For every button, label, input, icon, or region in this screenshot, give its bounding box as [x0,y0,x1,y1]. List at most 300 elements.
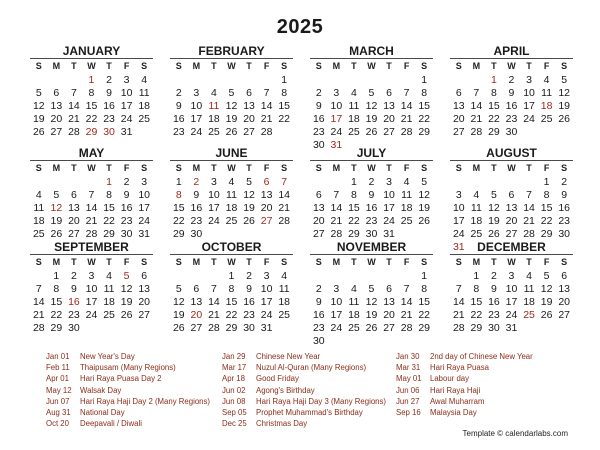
day-cell: 8 [473,283,480,295]
weekday-header: S [141,163,148,173]
day-cell: 9 [70,283,77,295]
day-cell: 17 [505,296,518,308]
month-name: AUGUST [450,146,573,161]
holiday-name: Nuzul Al-Quran (Many Regions) [256,363,367,373]
holiday-item [46,418,210,429]
day-cell: 13 [383,296,395,308]
day-cell: 25 [138,113,150,125]
weekday-header: S [281,163,288,173]
holiday-name: Malaysia Day [430,407,477,417]
month-december [450,240,573,335]
day-cell: 7 [88,189,95,201]
day-cell: 29 [540,228,553,240]
weekday-header: T [71,257,77,267]
day-cell: 5 [368,87,375,99]
day-cell: 22 [103,215,115,227]
weekday-header-row [30,162,153,175]
day-cell: 12 [243,189,255,201]
empty-cell [450,176,468,189]
day-cell: 8 [106,189,112,201]
month-january [30,44,153,139]
day-cell: 19 [243,202,255,214]
weekday-header: S [455,163,462,173]
day-grid [310,176,433,241]
day-cell: 14 [470,100,483,112]
empty-cell [310,270,328,283]
holiday-date: Jun 08 [222,396,246,406]
day-cell: 17 [260,296,273,308]
day-cell: 22 [85,113,98,125]
holiday-name: Hari Raya Haji [430,385,481,395]
day-cell: 15 [172,202,185,214]
day-cell: 26 [558,113,570,125]
holiday-item [46,385,210,396]
day-cell: 30 [68,322,80,334]
day-cell: 22 [540,215,553,227]
day-cell: 26 [365,126,378,138]
day-cell: 27 [452,126,465,138]
holiday-date: Jan 01 [46,352,70,361]
day-cell: 12 [488,202,500,214]
weekday-header: T [211,257,217,267]
day-cell: 13 [452,100,465,112]
day-cell: 6 [246,87,252,99]
day-cell: 3 [193,87,200,99]
day-cell: 31 [138,228,150,240]
month-name: NOVEMBER [310,240,433,255]
day-cell: 18 [400,202,413,214]
weekday-header: M [332,61,341,71]
day-cell: 7 [526,189,532,201]
day-cell: 27 [558,309,570,321]
day-cell: 12 [50,202,63,214]
day-cell: 14 [330,202,343,214]
day-cell: 7 [35,283,42,295]
holiday-date: May 12 [46,385,72,395]
day-cell: 11 [33,202,45,214]
day-cell: 9 [315,100,322,112]
day-cell: 12 [32,100,45,112]
month-november [310,240,433,348]
day-cell: 23 [312,322,325,334]
holiday-name: Labour day [430,374,470,384]
day-cell: 2 [561,176,568,188]
weekday-header: T [106,163,112,173]
empty-cell [345,270,363,283]
day-cell: 16 [488,296,500,308]
weekday-header: M [472,163,481,173]
day-cell: 24 [452,228,465,240]
empty-cell [30,270,48,283]
weekday-header: S [455,61,462,71]
day-cell: 27 [138,309,150,321]
weekday-header-row [170,162,293,175]
day-cell: 19 [418,202,430,214]
weekday-header: S [455,257,462,267]
holiday-name: Walsak Day [80,385,122,395]
day-cell: 5 [35,87,42,99]
empty-cell [398,270,416,283]
day-cell: 10 [523,87,535,99]
weekday-header: M [52,257,61,267]
day-cell: 9 [106,87,112,99]
holiday-item [396,351,533,362]
day-cell: 6 [193,283,200,295]
day-cell: 2 [193,176,200,188]
day-cell: 2 [490,270,497,282]
day-cell: 23 [312,126,325,138]
empty-cell [83,176,101,189]
day-cell: 27 [68,228,80,240]
day-cell: 21 [208,309,220,321]
weekday-header: M [52,163,61,173]
day-cell: 3 [333,87,340,99]
month-name: FEBRUARY [170,44,293,59]
day-cell: 15 [50,296,63,308]
day-cell: 27 [383,126,395,138]
day-cell: 9 [315,296,322,308]
holiday-item [222,385,386,396]
empty-cell [363,270,381,283]
day-cell: 21 [400,113,413,125]
day-cell: 2 [246,270,252,282]
day-cell: 5 [490,189,497,201]
holiday-name: Chinese New Year [256,352,321,361]
day-cell: 30 [558,228,570,240]
empty-cell [468,74,486,87]
holiday-item [46,362,210,373]
day-cell: 26 [172,322,185,334]
day-cell: 28 [68,126,80,138]
weekday-header-row [310,60,433,73]
day-cell: 25 [523,309,535,321]
day-cell: 30 [120,228,133,240]
day-cell: 16 [312,113,325,125]
day-cell: 18 [278,296,290,308]
day-cell: 18 [32,215,45,227]
day-cell: 22 [470,309,483,321]
holiday-date: Sep 05 [222,407,247,417]
day-cell: 24 [120,113,133,125]
holiday-date: Sep 16 [396,407,421,417]
day-cell: 13 [243,100,255,112]
weekday-header: S [141,61,148,71]
weekday-header: S [561,257,568,267]
day-cell: 21 [32,309,45,321]
day-cell: 8 [350,189,357,201]
day-cell: 2 [508,74,515,86]
day-cell: 28 [470,126,483,138]
day-cell: 23 [103,113,115,125]
day-cell: 24 [330,322,343,334]
holiday-column [396,351,533,418]
weekday-header-row [30,60,153,73]
day-cell: 10 [138,189,150,201]
day-cell: 10 [260,283,273,295]
day-cell: 4 [210,87,217,99]
day-cell: 18 [540,100,553,112]
day-cell: 25 [470,228,483,240]
day-cell: 23 [190,215,203,227]
empty-cell [380,74,398,87]
holiday-item [46,396,210,407]
day-cell: 13 [68,202,80,214]
day-cell: 8 [421,87,428,99]
holiday-name: Prophet Muhammad's Birthday [256,407,363,417]
day-cell: 10 [190,100,203,112]
day-cell: 8 [88,87,95,99]
day-cell: 18 [208,113,220,125]
weekday-header: F [403,163,410,173]
holiday-item [222,418,386,429]
day-cell: 16 [312,309,325,321]
month-name: DECEMBER [450,240,573,255]
day-cell: 20 [68,215,80,227]
day-cell: 16 [120,202,133,214]
day-cell: 15 [103,202,115,214]
weekday-header: S [281,257,288,267]
day-cell: 24 [138,215,150,227]
holiday-name: National Day [80,407,125,417]
day-cell: 2 [123,176,130,188]
day-cell: 3 [141,176,148,188]
day-cell: 27 [383,322,395,334]
day-cell: 10 [330,100,343,112]
day-cell: 8 [228,283,235,295]
weekday-header: T [246,163,252,173]
day-cell: 13 [260,189,273,201]
day-cell: 25 [400,215,413,227]
day-cell: 7 [455,283,462,295]
holiday-name: Thaipusam (Many Regions) [80,363,176,373]
day-cell: 3 [333,283,340,295]
day-cell: 4 [350,283,357,295]
weekday-header: W [87,163,96,173]
empty-cell [380,270,398,283]
holiday-column [46,351,210,429]
day-cell: 11 [208,100,220,112]
day-cell: 25 [225,215,238,227]
holiday-list [46,351,566,435]
day-cell: 6 [141,270,148,282]
weekday-header: M [192,163,201,173]
day-cell: 1 [490,74,497,86]
day-cell: 19 [558,100,570,112]
month-name: APRIL [450,44,573,59]
weekday-header-row [450,256,573,269]
day-cell: 27 [260,215,273,227]
day-cell: 29 [172,228,185,240]
day-cell: 9 [368,189,375,201]
empty-cell [65,176,83,189]
day-cell: 30 [312,335,325,347]
weekday-header: F [403,61,410,71]
empty-cell [450,74,468,87]
month-july [310,146,433,241]
day-cell: 31 [330,139,343,151]
holiday-column [222,351,386,429]
weekday-header: S [421,257,428,267]
day-cell: 4 [35,189,42,201]
day-cell: 22 [418,113,430,125]
day-cell: 26 [418,215,430,227]
month-june [170,146,293,241]
weekday-header: S [35,61,42,71]
day-grid [30,270,153,335]
month-name: JUNE [170,146,293,161]
day-cell: 17 [452,215,465,227]
weekday-header: T [246,257,252,267]
day-cell: 18 [225,202,238,214]
day-cell: 28 [32,322,45,334]
empty-cell [520,176,538,189]
holiday-item [46,373,210,384]
holiday-date: Mar 17 [222,363,247,373]
day-cell: 12 [120,283,133,295]
day-cell: 26 [540,309,553,321]
holiday-date: Jun 06 [396,385,420,395]
weekday-header: S [315,61,322,71]
day-cell: 14 [32,296,45,308]
day-grid [450,270,573,335]
day-grid [170,176,293,241]
day-cell: 19 [225,113,238,125]
day-cell: 8 [53,283,60,295]
day-cell: 31 [452,241,465,253]
day-grid [170,270,293,335]
day-cell: 13 [558,283,570,295]
day-cell: 28 [260,126,273,138]
day-cell: 3 [526,74,532,86]
weekday-header: S [421,61,428,71]
day-cell: 11 [401,189,413,201]
day-cell: 18 [348,309,360,321]
weekday-header-row [310,162,433,175]
day-cell: 6 [386,87,392,99]
day-cell: 6 [315,189,322,201]
day-cell: 3 [386,176,392,188]
day-cell: 15 [488,100,500,112]
day-cell: 18 [138,100,150,112]
day-cell: 18 [348,113,360,125]
empty-cell [170,270,188,283]
weekday-header: S [35,257,42,267]
day-cell: 26 [488,228,500,240]
weekday-header: T [211,61,217,71]
day-cell: 27 [312,228,325,240]
day-cell: 19 [540,296,553,308]
weekday-header: T [386,61,392,71]
day-cell: 19 [32,113,45,125]
day-cell: 10 [452,202,465,214]
day-cell: 5 [123,270,130,282]
day-cell: 6 [455,87,462,99]
day-cell: 5 [561,74,568,86]
day-cell: 20 [312,215,325,227]
day-cell: 4 [281,270,288,282]
weekday-header: M [52,61,61,71]
day-cell: 3 [455,189,462,201]
day-cell: 7 [70,87,77,99]
day-cell: 3 [123,74,130,86]
day-cell: 30 [312,139,325,151]
day-cell: 4 [106,270,112,282]
day-cell: 11 [138,87,150,99]
empty-cell [468,176,486,189]
day-cell: 11 [348,296,360,308]
holiday-date: Dec 25 [222,419,247,429]
weekday-header: T [491,257,497,267]
weekday-header: S [141,257,148,267]
weekday-header: F [543,257,550,267]
day-cell: 23 [120,215,133,227]
weekday-header: W [87,61,96,71]
holiday-item [46,407,210,418]
day-cell: 25 [208,126,220,138]
day-cell: 15 [540,202,553,214]
empty-cell [205,74,223,87]
day-cell: 23 [365,215,378,227]
day-cell: 16 [172,113,185,125]
day-cell: 16 [190,202,203,214]
day-cell: 20 [383,113,395,125]
day-cell: 20 [190,309,203,321]
empty-cell [30,176,48,189]
day-cell: 29 [103,228,115,240]
day-cell: 11 [103,283,115,295]
empty-cell [310,74,328,87]
weekday-header: F [123,257,130,267]
day-cell: 28 [278,215,290,227]
day-cell: 4 [473,189,480,201]
day-cell: 12 [365,100,378,112]
weekday-header: T [526,61,532,71]
day-cell: 22 [225,309,238,321]
empty-cell [310,176,328,189]
day-cell: 29 [348,228,360,240]
day-cell: 18 [103,296,115,308]
day-cell: 28 [523,228,535,240]
empty-cell [485,176,503,189]
day-cell: 30 [365,228,378,240]
day-cell: 16 [103,100,115,112]
weekday-header: F [263,257,270,267]
weekday-header-row [170,256,293,269]
holiday-date: Jun 07 [46,396,70,406]
empty-cell [188,270,206,283]
day-cell: 28 [400,322,413,334]
day-cell: 27 [50,126,63,138]
day-cell: 9 [508,87,515,99]
day-cell: 14 [400,100,413,112]
day-cell: 14 [278,189,290,201]
weekday-header: T [386,163,392,173]
day-cell: 15 [470,296,483,308]
day-cell: 11 [470,202,482,214]
holiday-name: Hari Raya Haji Day 2 (Many Regions) [80,396,210,406]
weekday-header: W [367,61,376,71]
day-cell: 4 [403,176,410,188]
day-cell: 25 [348,322,360,334]
day-cell: 30 [103,126,115,138]
day-cell: 8 [421,283,428,295]
day-cell: 16 [68,296,80,308]
day-cell: 22 [348,215,360,227]
day-cell: 6 [386,283,392,295]
day-grid [30,176,153,241]
weekday-header: W [507,257,516,267]
day-cell: 7 [333,189,340,201]
